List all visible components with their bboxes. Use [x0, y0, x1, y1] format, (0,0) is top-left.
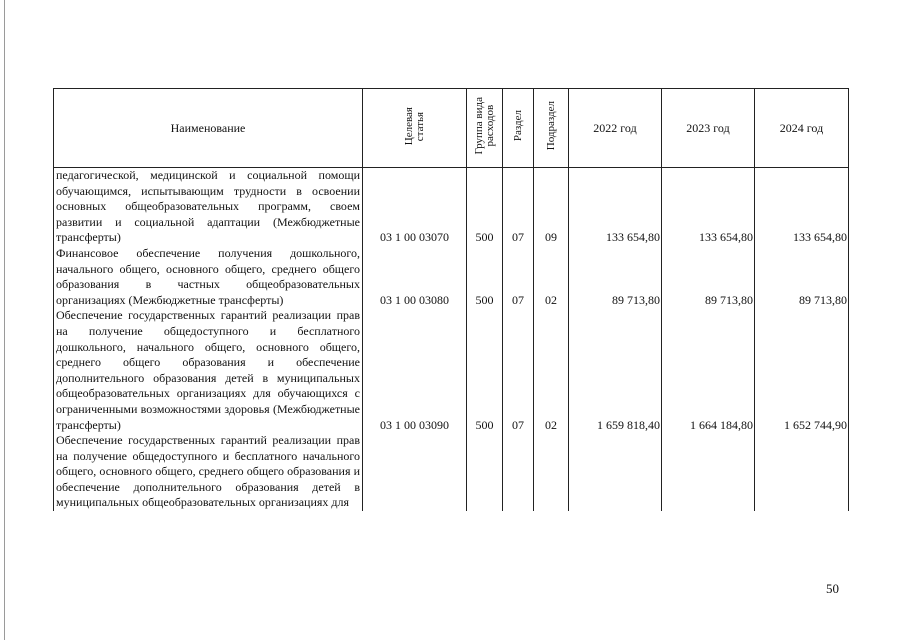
row-subsection: 02	[534, 308, 569, 433]
row-2023: 1 664 184,80	[662, 308, 755, 433]
row-section: 07	[503, 246, 534, 308]
row-name: Обеспечение государственных гарантий реализации прав на получение общедоступного и бесплатного начального общего, основного общего, среднего общего образования и обеспечение дополнительного образования детей в муниципальных общеобразовательных организациях для	[54, 433, 363, 511]
row-section: 07	[503, 168, 534, 246]
row-2022: 89 713,80	[569, 246, 662, 308]
table-row	[54, 433, 849, 511]
row-2024: 133 654,80	[755, 168, 849, 246]
row-subsection: 02	[534, 246, 569, 308]
row-name: Обеспечение государственных гарантий реализации прав на получение общедоступного и бесплатного дошкольного, начального общего, основного общего, среднего общего образования и обеспечение дополнительного образования детей в муниципальных общеобразовательных организациях для обучающихся с ограниченными возможностями здоровья (Межбюджетные трансферты)	[54, 308, 363, 433]
row-subsection: 09	[534, 168, 569, 246]
row-expense-group: 500	[467, 246, 503, 308]
table-row	[54, 168, 849, 246]
row-target-article	[363, 433, 467, 511]
row-2022: 133 654,80	[569, 168, 662, 246]
row-section	[503, 433, 534, 511]
row-subsection	[534, 433, 569, 511]
header-name: Наименование	[54, 89, 363, 168]
row-2024	[755, 433, 849, 511]
row-2022	[569, 433, 662, 511]
budget-table	[53, 88, 849, 511]
row-2022: 1 659 818,40	[569, 308, 662, 433]
row-target-article: 03 1 00 03090	[363, 308, 467, 433]
header-subsection: Подраздел	[534, 89, 569, 168]
header-2023: 2023 год	[662, 89, 755, 168]
page-left-edge	[4, 0, 5, 640]
row-target-article: 03 1 00 03080	[363, 246, 467, 308]
row-expense-group	[467, 433, 503, 511]
row-target-article: 03 1 00 03070	[363, 168, 467, 246]
header-expense-group: Группа вида расходов	[467, 89, 503, 168]
header-target-article: Целевая статья	[363, 89, 467, 168]
table-row	[54, 246, 849, 308]
row-2024: 1 652 744,90	[755, 308, 849, 433]
row-2023: 89 713,80	[662, 246, 755, 308]
row-name: педагогической, медицинской и социальной помощи обучающимся, испытывающим трудности в освоении основных общеобразовательных программ, своем развитии и социальной адаптации (Межбюджетные трансферты)	[54, 168, 363, 246]
header-section: Раздел	[503, 89, 534, 168]
row-2023	[662, 433, 755, 511]
header-2022: 2022 год	[569, 89, 662, 168]
row-2023: 133 654,80	[662, 168, 755, 246]
header-2024: 2024 год	[755, 89, 849, 168]
row-2024: 89 713,80	[755, 246, 849, 308]
page-number: 50	[826, 581, 839, 596]
row-name: Финансовое обеспечение получения дошкольного, начального общего, основного общего, среднего общего образования в частных общеобразовательных организациях (Межбюджетные трансферты)	[54, 246, 363, 308]
table-row	[54, 308, 849, 433]
table-header-row	[54, 89, 849, 168]
row-expense-group: 500	[467, 308, 503, 433]
row-expense-group: 500	[467, 168, 503, 246]
row-section: 07	[503, 308, 534, 433]
